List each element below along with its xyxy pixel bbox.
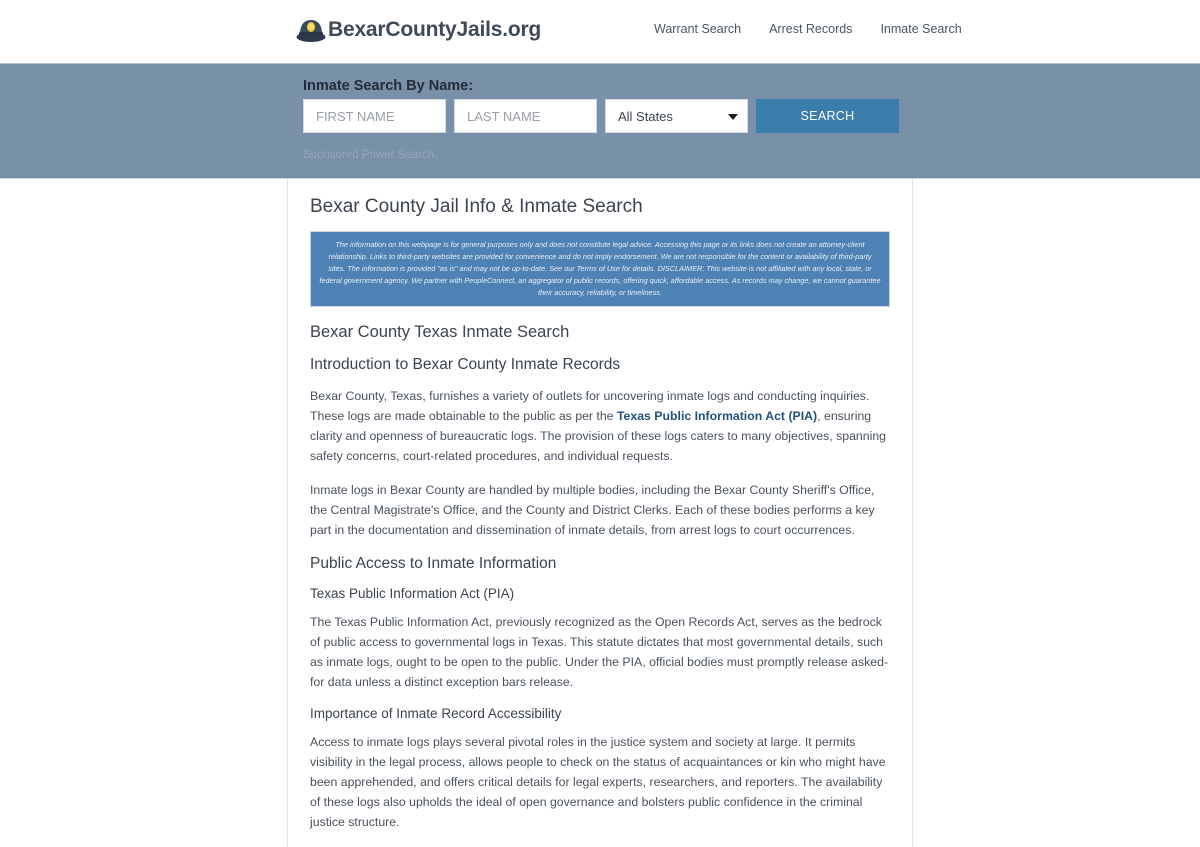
state-select-value: All States [605, 99, 748, 133]
content-area [0, 178, 1200, 830]
nav-item-warrant-search[interactable]: Warrant Search [654, 22, 742, 36]
inmate-search-form [303, 99, 899, 133]
site-logo-link[interactable] [296, 17, 541, 43]
main-navigation [640, 22, 976, 36]
page-title: Bexar County Jail Info & Inmate Search [310, 196, 643, 217]
heading-introduction: Introduction to Bexar County Inmate Records [310, 356, 621, 374]
search-submit-button[interactable]: SEARCH [756, 99, 899, 133]
first-name-input[interactable] [303, 99, 446, 133]
paragraph-importance: Access to inmate logs plays several pivotal roles in the justice system and society at large. It permits visibility in the legal process, allows people to check on the status of acquaintances or kin who might have been apprehended, and offers critical details for legal experts, researchers, and reporters. The availability of these logs also upholds the ideal of open governance and bolsters public confidence in the criminal justice structure. [310, 735, 886, 830]
paragraph-intro-2: Inmate logs in Bexar County are handled by multiple bodies, including the Bexar County Sheriff's Office, the Central Magistrate's Office, and the County and District Clerks. Each of these bodies performs a key part in the documentation and dissemination of inmate details, from arrest logs to court occurrences. [310, 483, 875, 537]
article-column [287, 179, 913, 847]
chevron-down-icon [728, 114, 738, 120]
police-cap-icon [296, 17, 326, 43]
site-logo-text: BexarCountyJails.org [328, 18, 542, 41]
heading-public-access: Public Access to Inmate Information [310, 554, 557, 572]
heading-importance: Importance of Inmate Record Accessibility [310, 706, 562, 722]
state-select[interactable] [605, 99, 748, 133]
inmate-search-band [0, 63, 1200, 178]
sponsored-note: Sponsored Power Search. [303, 149, 438, 161]
nav-item-inmate-search[interactable]: Inmate Search [880, 22, 962, 36]
heading-pia: Texas Public Information Act (PIA) [310, 585, 515, 601]
paragraph-intro-1 [310, 387, 890, 467]
last-name-input[interactable] [454, 99, 597, 133]
legal-disclaimer-box: The information on this webpage is for general purposes only and does not constitute legal advice. Accessing this page or its links does not create an attorney-client relationship. Links to third-party websites are provided for convenience and do not imply endorsement. We are not responsible for the content or availability of third-party sites. The information is provided "as is" and may not be up-to-date. See our Terms of Use for details. DISCLAIMER: This website is not affiliated with any local, state, or federal government agency. We partner with PeopleConnect, an aggregator of public records, offering quick, affordable access. As records may change, we cannot guarantee their accuracy, reliability, or timeliness. [310, 231, 890, 307]
pia-link[interactable]: Texas Public Information Act (PIA) [616, 409, 818, 424]
paragraph-intro-1-text-before: Bexar County, Texas, furnishes a variety of outlets for uncovering inmate logs and conducting inquiries. These logs are made obtainable to the public as per the [310, 389, 870, 424]
paragraph-pia: The Texas Public Information Act, previously recognized as the Open Records Act, serves as the bedrock of public access to governmental logs in Texas. This statute dictates that most governmental details, such as inmate logs, ought to be open to the public. Under the PIA, official bodies must promptly release asked-for data unless a distinct exception bars release. [310, 614, 889, 689]
search-band-title: Inmate Search By Name: [303, 78, 474, 94]
site-header [0, 0, 1200, 63]
paragraph-intro-1-text-after: , ensuring clarity and openness of bureaucratic logs. The provision of these logs caters to many objectives, spanning safety concerns, court-related procedures, and individual requests. [310, 409, 887, 464]
nav-item-arrest-records[interactable]: Arrest Records [769, 22, 853, 36]
section-heading-inmate-search: Bexar County Texas Inmate Search [310, 323, 570, 342]
